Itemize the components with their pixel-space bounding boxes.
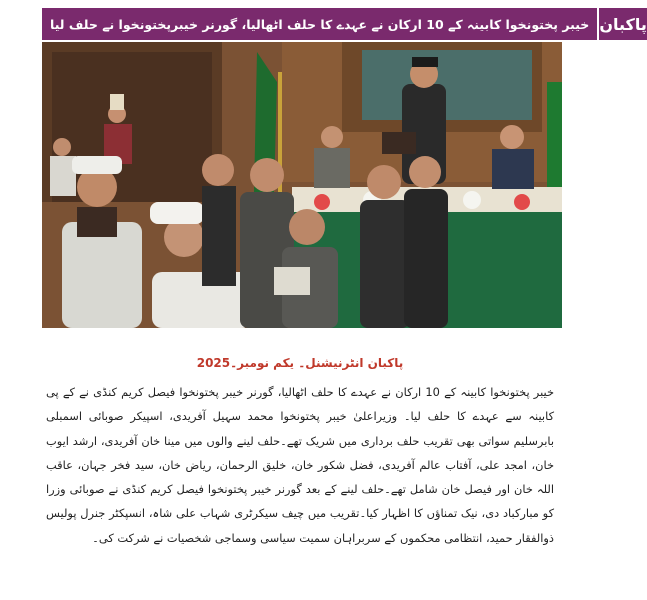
ceremony-photo — [42, 42, 562, 328]
header-bar — [42, 8, 647, 40]
article-body: خیبر پختونخوا کابینہ کے 10 ارکان نے عہدے کا حلف اٹھالیا، گورنر خیبر پختونخوا فیصل کریم کنڈی نے کے پی کابینہ سے عہدے کا حلف لیا۔ وزیراعلیٰ خیبر پختونخوا محمد سہیل آفریدی، اسپیکر صوبائی اسمبلی بابرسلیم سواتی بھی تقریب حلف برداری میں شریک تھے۔حلف لینے والوں میں مینا خان آفریدی، ارشد ایوب خان، امجد علی، آفتاب عالم آفریدی، فضل شکور خان، خلیق الرحمان، ریاض خان، سید فخر جہان، عاقب اللہ خان اور فیصل خان شامل تھے۔حلف لینے کے بعد گورنر خیبر پختونخوا فیصل کریم کنڈی نے صوبائی وزرا کو مبارکباد دی، نیک تمناؤں کا اظہار کیا۔تقریب میں چیف سیکرٹری شہاب علی شاہ، انسپکٹر جنرل پولیس ذوالفقار حمید، انتظامی محکموں کے سربراہان سمیت سیاسی وسماجی شخصیات نے شرکت کی۔ — [46, 385, 555, 545]
news-photo — [42, 42, 562, 328]
dateline: پاکبان انٹرنیشنل۔ یکم نومبر۔2025 — [196, 356, 404, 370]
headline-text: خیبر پختونخوا کابینہ کے 10 ارکان نے عہدے کا حلف اٹھالیا، گورنر خیبرپختونخوا نے حلف لیا — [50, 16, 590, 32]
brand-text: پاکبان — [599, 14, 647, 34]
headline-bar — [42, 8, 597, 40]
brand-logo — [597, 8, 647, 40]
